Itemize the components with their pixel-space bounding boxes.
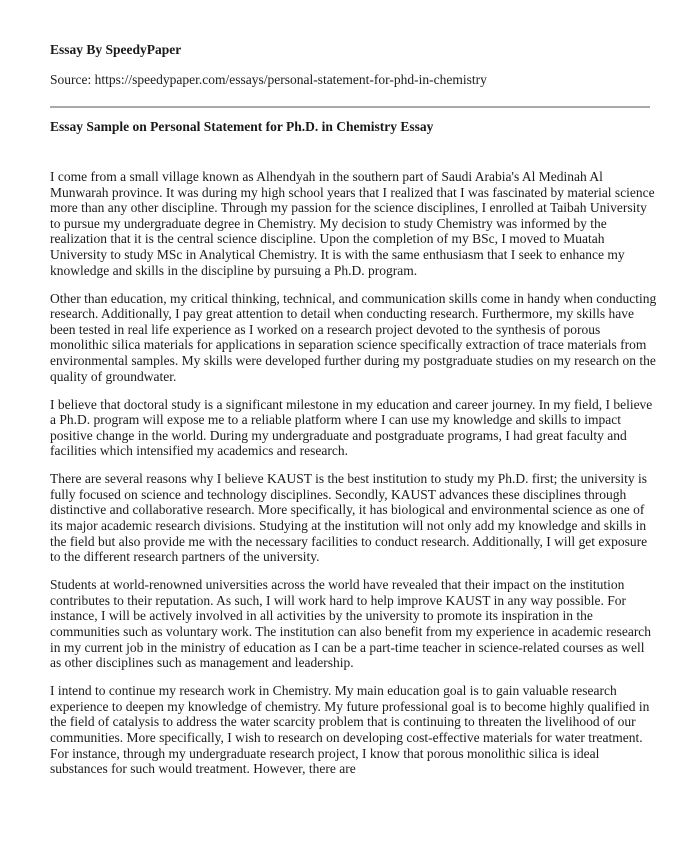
header-divider <box>50 106 650 108</box>
paragraph: Students at world-renowned universities across the world have revealed that their impact on the institution contributes to their reputation. As such, I will work hard to help improve KAUST in any way possible. For instance, I will be actively involved in all activities by the university to promote its inspiration in the communities such as voluntary work. The institution can also benefit from my experience in academic research in my current job in the ministry of education as I can be a part-time teacher in science-related courses as well as other disciplines such as management and leadership. <box>50 577 652 671</box>
paragraph: I believe that doctoral study is a significant milestone in my education and career journey. In my field, I believe a Ph.D. program will expose me to a reliable platform where I can use my knowledge and skills to impact positive change in the world. During my undergraduate and postgraduate programs, I had great faculty and facilities which intensified my academics and research. <box>50 396 653 459</box>
source-line: Source: https://speedypaper.com/essays/personal-statement-for-phd-in-chemistry <box>50 72 487 87</box>
essay-body <box>50 169 658 789</box>
paragraph: Other than education, my critical thinking, technical, and communication skills come in handy when conducting research. Additionally, I pay great attention to detail when conducting research. Furthermore, my skills have been tested in real life experience as I worked on a research project devoted to the synthesis of porous monolithic silica materials for applications in separation science specifically extraction of trace materials from environmental samples. My skills were developed further during my postgraduate studies on my research on the quality of groundwater. <box>50 290 657 384</box>
paragraph: There are several reasons why I believe KAUST is the best institution to study my Ph.D. first; the university is fully focused on science and technology disciplines. Secondly, KAUST advances these disciplines through distinctive and collaborative research. More specifically, it has biological and environmental science as one of its major academic research divisions. Studying at the institution will not only add my knowledge and skills in the field but also provide me with the necessary facilities to conduct research. Additionally, I will get exposure to the different research partners of the university. <box>50 471 648 565</box>
paragraph: I come from a small village known as Alhendyah in the southern part of Saudi Arabia's Al Medinah Al Munwarah province. It was during my high school years that I realized that I was fascinated by material science more than any other discipline. Through my passion for the science disciplines, I enrolled at Taibah University to pursue my undergraduate degree in Chemistry. My decision to study Chemistry was informed by the realization that it is the central science discipline. Upon the completion of my BSc, I moved to Muatah University to study MSc in Analytical Chemistry. It is with the same enthusiasm that I seek to enhance my knowledge and skills in the discipline by pursuing a Ph.D. program. <box>50 169 655 278</box>
document-header-title: Essay By SpeedyPaper <box>50 42 182 57</box>
essay-title: Essay Sample on Personal Statement for Ph.D. in Chemistry Essay <box>50 119 434 134</box>
paragraph: I intend to continue my research work in Chemistry. My main education goal is to gain valuable research experience to deepen my knowledge of chemistry. My future professional goal is to become highly qualified in the field of catalysis to address the water scarcity problem that is continuing to threaten the livelihood of our communities. More specifically, I wish to research on developing cost-effective materials for water treatment. For instance, through my undergraduate research project, I know that porous monolithic silica is ideal substances for such would treatment. However, there are <box>50 683 650 777</box>
document-header <box>50 42 662 88</box>
